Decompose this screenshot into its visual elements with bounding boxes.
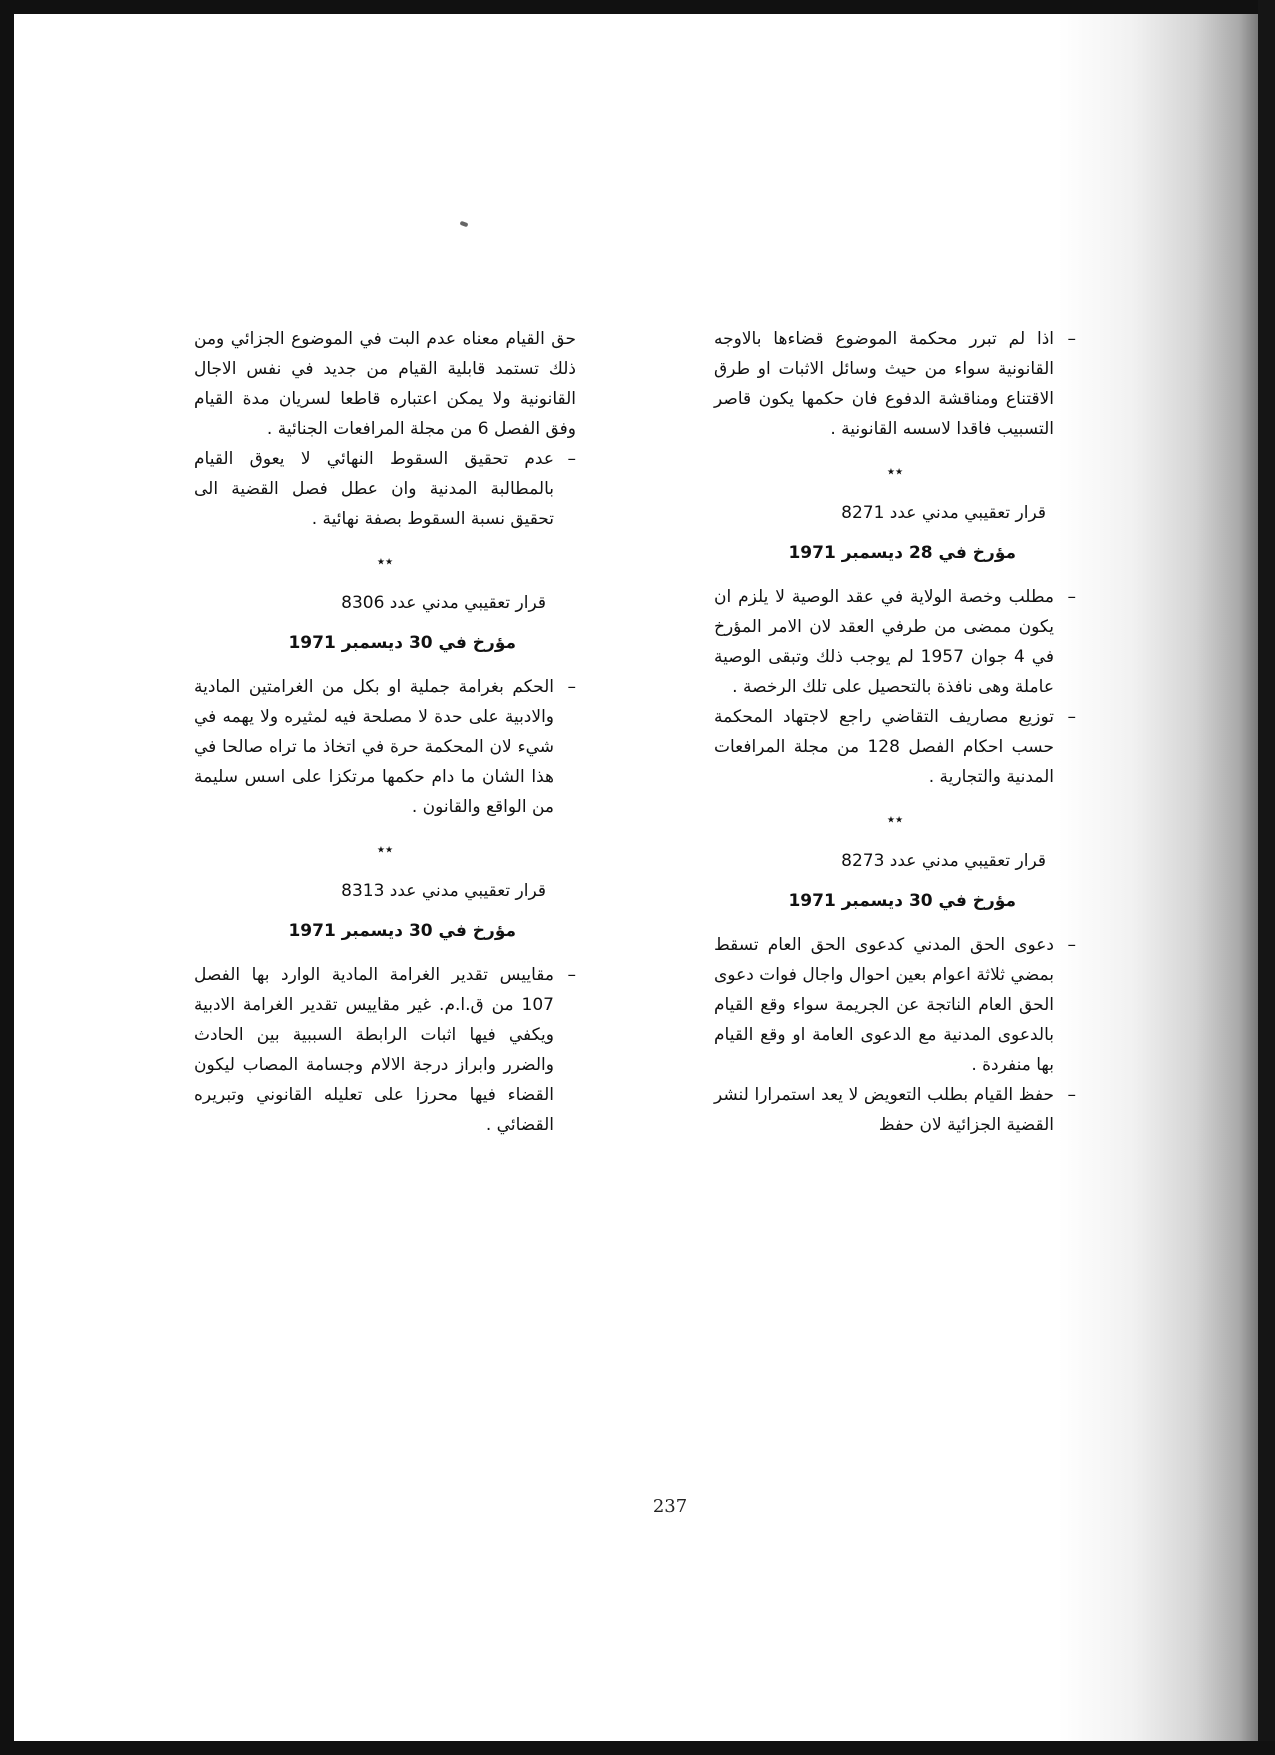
scan-border-top <box>0 0 1275 14</box>
decision-title: قرار تعقيبي مدني عدد 8273 <box>841 851 1046 871</box>
decision-block <box>194 840 576 1140</box>
item-dash: – <box>567 449 576 469</box>
continuation-text <box>194 324 576 444</box>
item-dash: – <box>1067 707 1076 727</box>
section-separator: ٭٭ <box>886 462 904 480</box>
decision-date: مؤرخ في 30 ديسمبر 1971 <box>788 891 1016 911</box>
right-column <box>714 324 1076 1140</box>
page-number: 237 <box>652 1496 688 1517</box>
intro-item <box>714 324 1076 444</box>
list-item <box>194 960 576 1140</box>
item-dash: – <box>1067 587 1076 607</box>
left-column <box>194 324 576 1140</box>
item-dash: – <box>1067 935 1076 955</box>
decision-title: قرار تعقيبي مدني عدد 8313 <box>341 881 546 901</box>
scan-border-right <box>1258 0 1275 1755</box>
list-item <box>714 930 1076 1080</box>
item-text: مقاييس تقدير الغرامة المادية الوارد بها الفصل 107 من ق.ا.م. غير مقاييس تقدير الغرامة الادبية ويكفي فيها اثبات الرابطة السببية بين الحادث والضرر وابراز درجة الالام وجسامة المصاب ليكون القضاء فيها محرزا على تعليله القانوني وتبريره القضائي . <box>194 965 554 1135</box>
list-item <box>714 582 1076 702</box>
decision-date: مؤرخ في 28 ديسمبر 1971 <box>788 543 1016 563</box>
item-dash: – <box>1067 329 1076 349</box>
item-dash: – <box>567 965 576 985</box>
decision-block <box>714 462 1076 792</box>
item-text: الحكم بغرامة جملية او بكل من الغرامتين المادية والادبية على حدة لا مصلحة فيه لمثيره ولا يهمه في شيء لان المحكمة حرة في اتخاذ ما تراه صالحا في هذا الشان ما دام حكمها مرتكزا على اسس سليمة من الواقع والقانون . <box>194 677 554 817</box>
decision-block <box>714 810 1076 1140</box>
decision-date: مؤرخ في 30 ديسمبر 1971 <box>288 633 516 653</box>
item-text: حق القيام معناه عدم البت في الموضوع الجزائي ومن ذلك تستمد قابلية القيام من جديد في نفس الاجال القانونية ولا يمكن اعتباره قاطعا لسريان مدة القيام وفق الفصل 6 من مجلة المرافعات الجنائية . <box>194 329 576 439</box>
item-text: توزيع مصاريف التقاضي راجع لاجتهاد المحكمة حسب احكام الفصل 128 من مجلة المرافعات المدنية والتجارية . <box>714 707 1054 787</box>
item-text: دعوى الحق المدني كدعوى الحق العام تسقط بمضي ثلاثة اعوام بعين احوال واجال فوات دعوى الحق العام الناتجة عن الجريمة سواء وقع القيام بالدعوى المدنية مع الدعوى العامة او وقع القيام بها منفردة . <box>714 935 1054 1075</box>
item-text: حفظ القيام بطلب التعويض لا يعد استمرارا لنشر القضية الجزائية لان حفظ <box>714 1085 1054 1135</box>
item-dash: – <box>1067 1085 1076 1105</box>
list-item <box>714 1080 1076 1140</box>
decision-date: مؤرخ في 30 ديسمبر 1971 <box>288 921 516 941</box>
list-item <box>714 702 1076 792</box>
item-text: عدم تحقيق السقوط النهائي لا يعوق القيام بالمطالبة المدنية وان عطل فصل القضية الى تحقيق نسبة السقوط بصفة نهائية . <box>194 449 554 529</box>
decision-title: قرار تعقيبي مدني عدد 8271 <box>841 503 1046 523</box>
scan-border-bottom <box>0 1741 1275 1755</box>
decision-block <box>194 552 576 822</box>
section-separator: ٭٭ <box>376 552 394 570</box>
item-dash: – <box>567 677 576 697</box>
list-item <box>194 672 576 822</box>
item-text: مطلب وخصة الولاية في عقد الوصية لا يلزم ان يكون ممضى من طرفي العقد لان الامر المؤرخ في 4 جوان 1957 لم يوجب ذلك وتبقى الوصية عاملة وهى نافذة بالتحصيل على تلك الرخصة . <box>714 587 1054 697</box>
section-separator: ٭٭ <box>886 810 904 828</box>
decision-title: قرار تعقيبي مدني عدد 8306 <box>341 593 546 613</box>
list-item <box>194 444 576 534</box>
book-page <box>14 14 1258 1741</box>
item-text: اذا لم تبرر محكمة الموضوع قضاءها بالاوجه القانونية سواء من حيث وسائل الاثبات او طرق الاقتناع ومناقشة الدفوع فان حكمها يكون قاصر التسبيب فاقدا لاسسه القانونية . <box>714 329 1054 439</box>
section-separator: ٭٭ <box>376 840 394 858</box>
scan-border-left <box>0 0 14 1755</box>
ink-speck <box>460 221 469 227</box>
